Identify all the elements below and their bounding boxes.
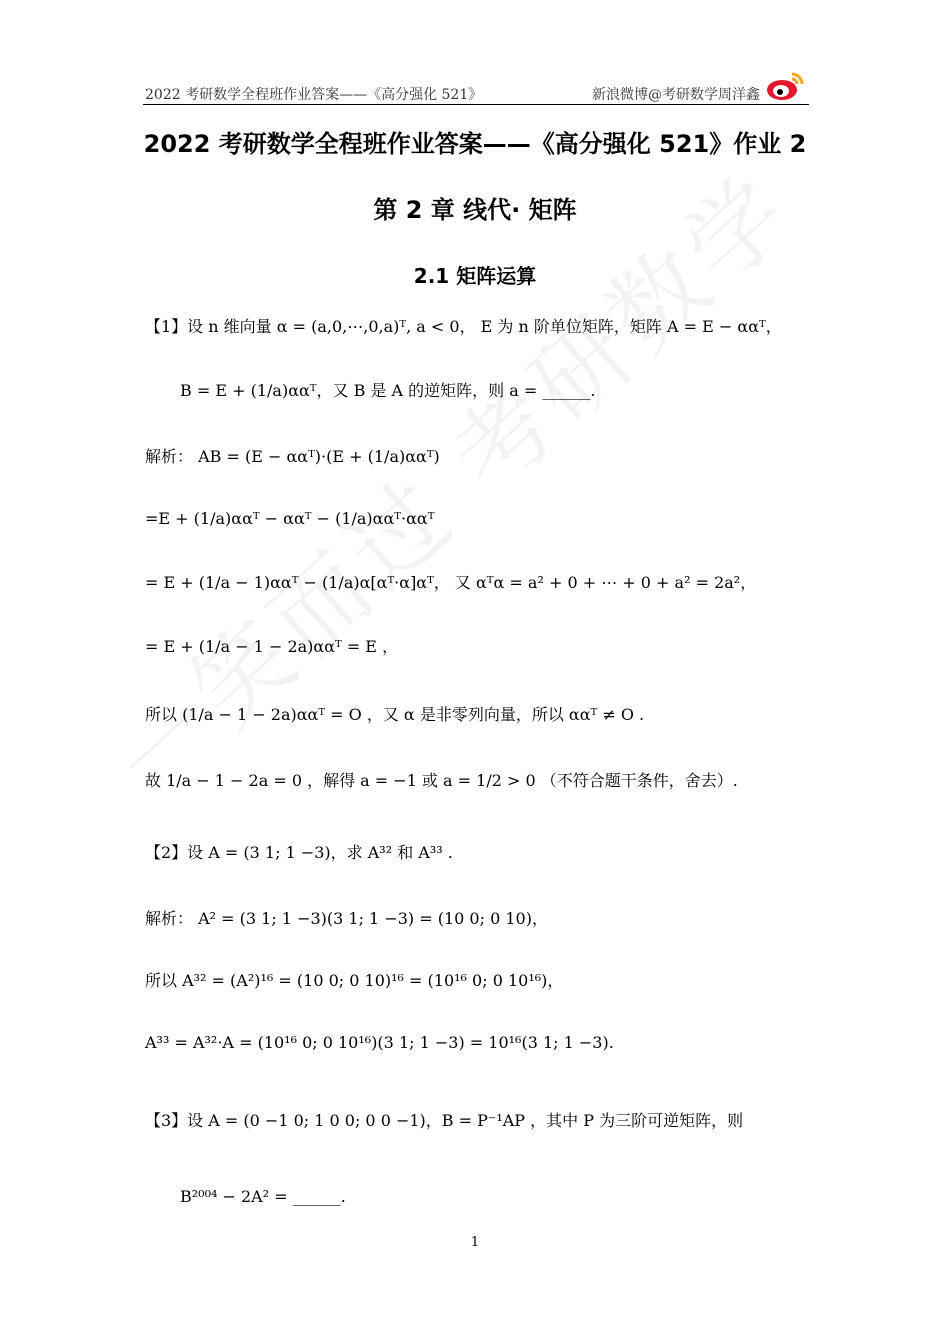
q1-solution-6: 故 1/a − 1 − 2a = 0 ，解得 a = −1 或 a = 1/2 > 0 （不符合题干条件，舍去）. [145, 771, 738, 790]
section-title: 2.1 矩阵运算 [413, 264, 537, 288]
q2-solution-2: 所以 A³² = (A²)¹⁶ = (10 0; 0 10)¹⁶ = (10¹⁶ 0; 0 10¹⁶)， [145, 971, 564, 990]
header-left: 2022 考研数学全程班作业答案——《高分强化 521》 [145, 87, 483, 103]
q2-solution-1: 解析： A² = (3 1; 1 −3)(3 1; 1 −3) = (10 0; 0 10)， [145, 909, 548, 928]
q1-solution-4: = E + (1/a − 1 − 2a)ααᵀ = E ， [145, 637, 399, 656]
q1-solution-5: 所以 (1/a − 1 − 2a)ααᵀ = O ，又 α 是非零列向量，所以 ααᵀ ≠ O . [145, 705, 645, 724]
q3-stem-cont: B²⁰⁰⁴ − 2A² = ______. [180, 1187, 346, 1206]
document-title: 2022 考研数学全程班作业答案——《高分强化 521》作业 2 [143, 130, 807, 158]
q1-stem: 【1】设 n 维向量 α = (a,0,⋯,0,a)ᵀ, a < 0， E 为 n 阶单位矩阵，矩阵 A = E − ααᵀ， [145, 317, 782, 336]
weibo-logo-icon [764, 68, 808, 102]
header-right: 新浪微博@考研数学周洋鑫 [592, 87, 760, 103]
page-number: 1 [470, 1235, 480, 1250]
q1-solution-2: =E + (1/a)ααᵀ − ααᵀ − (1/a)ααᵀ·ααᵀ [145, 509, 435, 528]
header-rule [143, 104, 809, 105]
q1-solution-3: = E + (1/a − 1)ααᵀ − (1/a)α[αᵀ·α]αᵀ， 又 αᵀα = a² + 0 + ⋯ + 0 + a² = 2a²， [145, 573, 757, 592]
q1-stem-cont: B = E + (1/a)ααᵀ，又 B 是 A 的逆矩阵，则 a = ______. [180, 381, 596, 400]
q3-stem: 【3】设 A = (0 −1 0; 1 0 0; 0 0 −1)，B = P⁻¹AP ，其中 P 为三阶可逆矩阵，则 [145, 1111, 744, 1130]
q1-solution-1: 解析： AB = (E − ααᵀ)·(E + (1/a)ααᵀ) [145, 447, 440, 466]
q2-solution-3: A³³ = A³²·A = (10¹⁶ 0; 0 10¹⁶)(3 1; 1 −3) = 10¹⁶(3 1; 1 −3). [145, 1033, 614, 1052]
q2-stem: 【2】设 A = (3 1; 1 −3)，求 A³² 和 A³³ . [145, 843, 453, 862]
chapter-title: 第 2 章 线代· 矩阵 [373, 196, 577, 224]
